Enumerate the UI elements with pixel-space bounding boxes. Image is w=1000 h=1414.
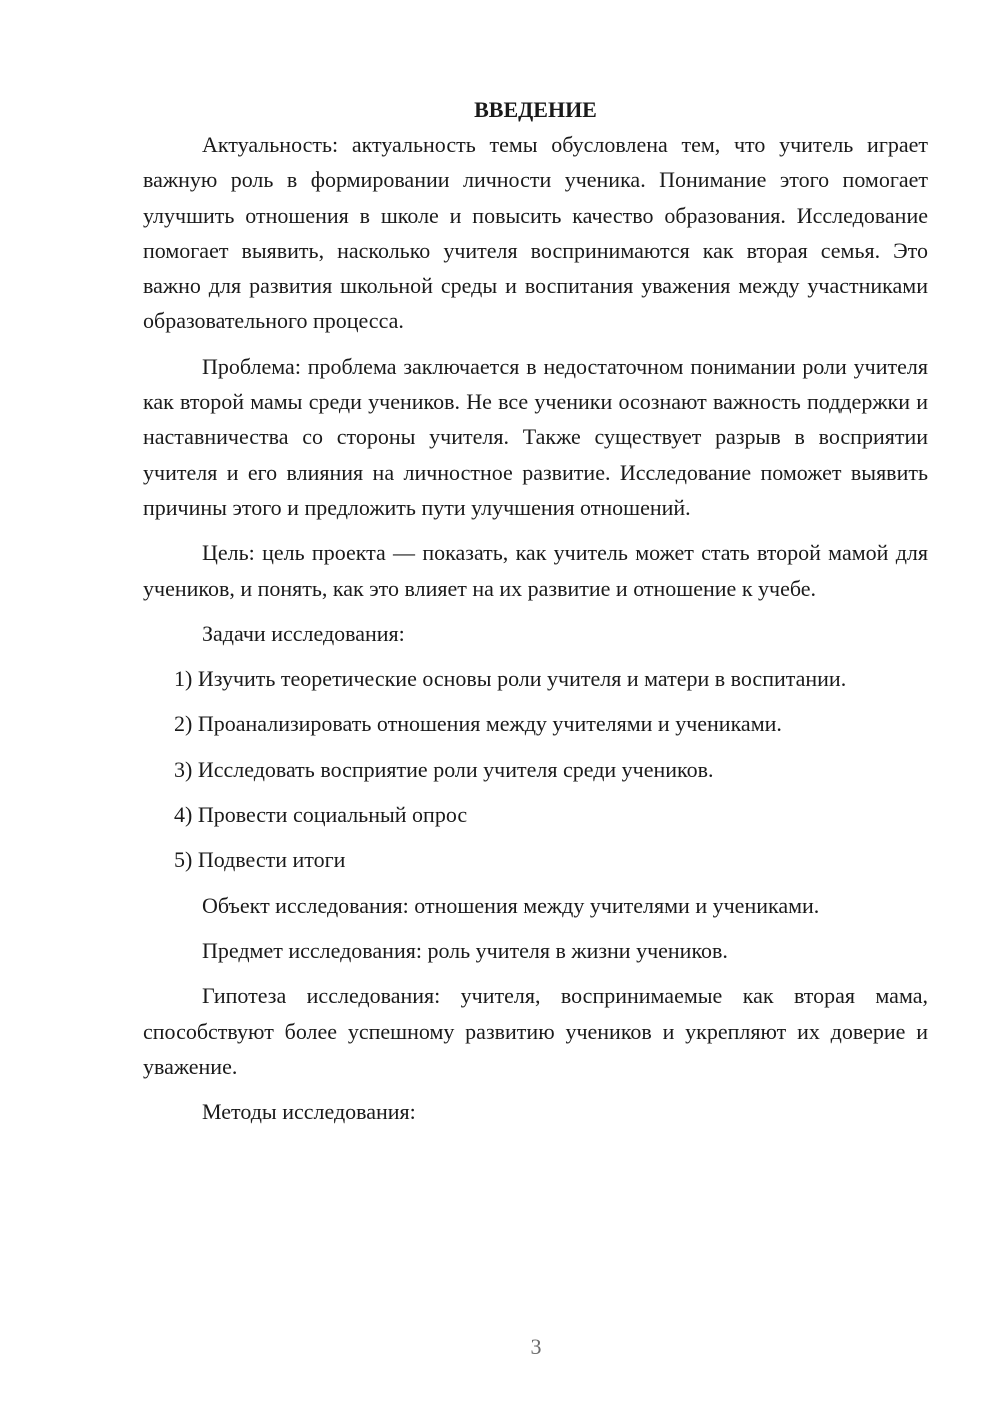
page-number: 3 — [530, 1334, 542, 1359]
page-title: ВВЕДЕНИЕ — [474, 97, 597, 122]
paragraph-hypothesis: Гипотеза исследования: учителя, воспринимаемые как вторая мама, способствуют более успешному развитию учеников и укрепляют их доверие и уважение. — [143, 983, 928, 1079]
task-item-2: 2) Проанализировать отношения между учителями и учениками. — [174, 711, 782, 737]
task-item-3: 3) Исследовать восприятие роли учителя среди учеников. — [174, 756, 714, 782]
page-content — [143, 92, 928, 1139]
paragraph-problem: Проблема: проблема заключается в недостаточном понимании роли учителя как второй мамы среди учеников. Не все ученики осознают важность поддержки и наставничества со стороны учителя. Также существует разрыв в восприятии учителя и его влияния на личностное развитие. Исследование поможет выявить причины этого и предложить пути улучшения отношений. — [143, 353, 928, 520]
paragraph-goal: Цель: цель проекта — показать, как учитель может стать второй мамой для учеников, и понять, как это влияет на их развитие и отношение к учебе. — [143, 540, 928, 601]
paragraph-relevance: Актуальность: актуальность темы обусловлена тем, что учитель играет важную роль в формировании личности ученика. Понимание этого помогает улучшить отношения в школе и повысить качество образования. Исследование помогает выявить, насколько учителя воспринимаются как вторая семья. Это важно для развития школьной среды и воспитания уважения между участниками образовательного процесса. — [143, 132, 928, 334]
task-item-4: 4) Провести социальный опрос — [174, 802, 468, 828]
paragraph-subject: Предмет исследования: роль учителя в жизни учеников. — [202, 937, 728, 963]
task-item-1: 1) Изучить теоретические основы роли учителя и матери в воспитании. — [174, 666, 847, 692]
methods-heading: Методы исследования: — [202, 1099, 416, 1125]
paragraph-object: Объект исследования: отношения между учителями и учениками. — [202, 892, 820, 918]
tasks-heading: Задачи исследования: — [202, 620, 405, 646]
task-item-5: 5) Подвести итоги — [174, 847, 346, 873]
